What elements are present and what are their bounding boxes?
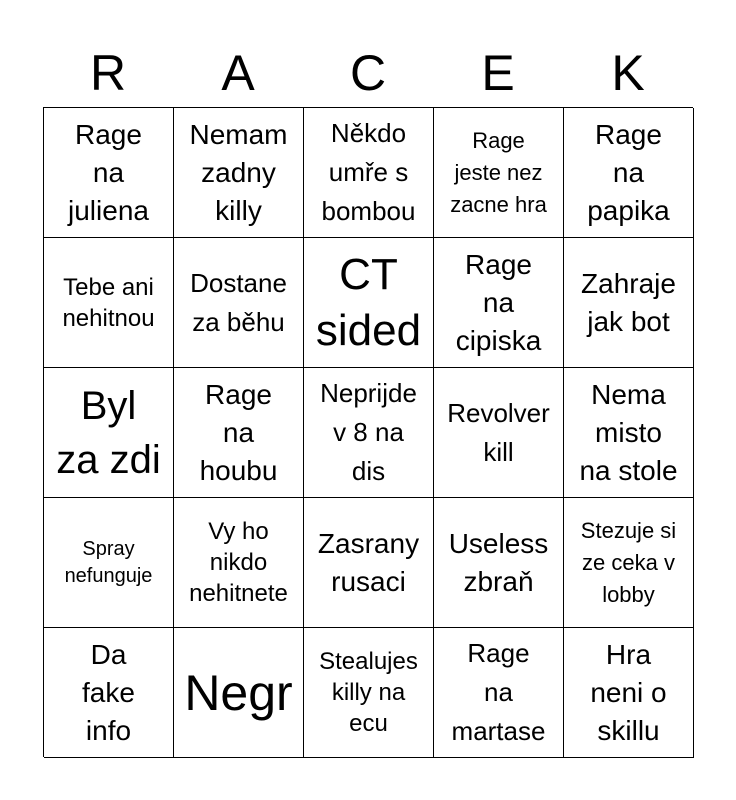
- cell-text: Useless zbraň: [448, 527, 549, 597]
- bingo-cell-1-1[interactable]: [174, 238, 304, 368]
- cell-text: Nema misto na stole: [579, 378, 678, 486]
- cell-text: CT sided: [315, 249, 422, 355]
- cell-text: Rage na papika: [587, 118, 670, 226]
- cell-text: Zahraje jak bot: [581, 267, 676, 337]
- bingo-cell-4-0[interactable]: [44, 628, 174, 758]
- cell-text: Někdo umře s bombou: [321, 118, 416, 226]
- header-letter-c: C: [349, 45, 387, 101]
- cell-text: Hra neni o skillu: [590, 638, 667, 746]
- cell-text: Rage na houbu: [199, 378, 278, 486]
- cell-text: Neprijde v 8 na dis: [320, 378, 417, 486]
- bingo-cell-0-1[interactable]: [174, 108, 304, 238]
- cell-text: Tebe ani nehitnou: [62, 273, 155, 332]
- cell-text: Da fake info: [82, 638, 135, 746]
- bingo-cell-0-0[interactable]: [44, 108, 174, 238]
- bingo-cell-3-1[interactable]: [174, 498, 304, 628]
- header-letter-a: A: [221, 45, 255, 101]
- bingo-cell-4-1[interactable]: [174, 628, 304, 758]
- bingo-cell-0-4[interactable]: [564, 108, 694, 238]
- cell-text: Byl za zdi: [56, 383, 161, 482]
- header-letter-r: R: [89, 45, 127, 101]
- bingo-header: [43, 38, 693, 108]
- bingo-cell-3-0[interactable]: [44, 498, 174, 628]
- bingo-cell-0-3[interactable]: [434, 108, 564, 238]
- cell-text: Dostane za běhu: [190, 267, 287, 337]
- cell-text: Negr: [184, 664, 293, 721]
- cell-text: Revolver kill: [447, 397, 550, 467]
- bingo-cell-4-3[interactable]: [434, 628, 564, 758]
- header-letter-k: K: [611, 45, 645, 101]
- bingo-grid: [43, 107, 693, 757]
- bingo-cell-0-2[interactable]: [304, 108, 434, 238]
- bingo-cell-1-0[interactable]: [44, 238, 174, 368]
- cell-text: Rage na juliena: [68, 118, 149, 226]
- cell-text: Nemam zadny killy: [189, 118, 288, 226]
- bingo-cell-3-4[interactable]: [564, 498, 694, 628]
- bingo-cell-3-2[interactable]: [304, 498, 434, 628]
- bingo-cell-1-2[interactable]: [304, 238, 434, 368]
- bingo-cell-2-2[interactable]: [304, 368, 434, 498]
- cell-text: Stealujes killy na ecu: [319, 648, 418, 737]
- bingo-cell-1-4[interactable]: [564, 238, 694, 368]
- bingo-cell-2-4[interactable]: [564, 368, 694, 498]
- cell-text: Spray nefunguje: [64, 537, 153, 587]
- cell-text: Rage jeste nez zacne hra: [450, 127, 547, 217]
- bingo-cell-2-1[interactable]: [174, 368, 304, 498]
- cell-text: Zasrany rusaci: [317, 527, 420, 597]
- header-letter-e: E: [481, 45, 515, 101]
- bingo-cell-1-3[interactable]: [434, 238, 564, 368]
- bingo-cell-4-4[interactable]: [564, 628, 694, 758]
- cell-text: Rage na martase: [451, 638, 546, 746]
- bingo-cell-3-3[interactable]: [434, 498, 564, 628]
- cell-text: Rage na cipiska: [455, 248, 542, 356]
- bingo-cell-4-2[interactable]: [304, 628, 434, 758]
- bingo-cell-2-3[interactable]: [434, 368, 564, 498]
- cell-text: Vy ho nikdo nehitnete: [189, 518, 288, 607]
- cell-text: Stezuje si ze ceka v lobby: [580, 517, 677, 607]
- bingo-cell-2-0[interactable]: [44, 368, 174, 498]
